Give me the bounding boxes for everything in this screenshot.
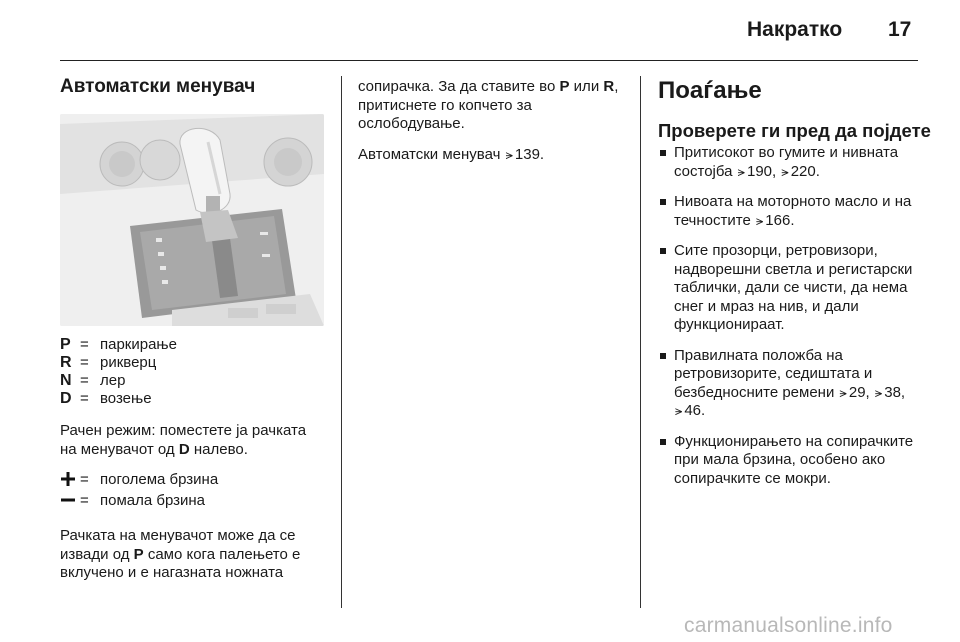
gear-key: R <box>60 354 72 371</box>
list-item <box>658 193 928 230</box>
item-text: Притисокот во гумите и нивната состојба <box>674 144 899 180</box>
gear-meaning: помала брзина <box>100 492 206 509</box>
page-ref-icon: ⪫ <box>505 146 513 162</box>
header-title: Накратко <box>747 18 843 41</box>
gear-shift-list <box>60 471 326 513</box>
gear-positions-list <box>60 336 326 408</box>
item-text: Сите прозорци, ретровизори, надворешни светла и регистарски таблички, дали се чисти, да нема снег и мраз на нив, и дали функционираат. <box>674 242 913 333</box>
gear-key: D <box>178 440 190 458</box>
list-item <box>658 144 928 181</box>
page-ref-icon: ⪫ <box>755 212 764 228</box>
header-rule <box>60 60 918 61</box>
bullet-square-icon <box>660 199 666 205</box>
page-ref-icon: ⪫ <box>874 384 883 400</box>
page-ref-icon: ⪫ <box>737 163 745 179</box>
page-ref[interactable]: 46. <box>684 402 706 419</box>
column-right <box>658 77 931 500</box>
gear-key: P <box>60 336 71 353</box>
page-ref[interactable]: 166. <box>765 211 795 229</box>
text-span: , притиснете го копчето за ослободување. <box>358 78 619 132</box>
gear-key: D <box>60 390 72 407</box>
equals-sign: = <box>80 390 89 407</box>
equals-sign: = <box>80 492 89 509</box>
section-title: Автоматски менувач <box>60 76 256 97</box>
gear-key: P <box>133 545 144 563</box>
definition-row <box>60 390 326 408</box>
page-ref[interactable]: 29, <box>848 383 870 401</box>
definition-row <box>60 372 326 390</box>
equals-sign: = <box>80 471 89 488</box>
column-divider-1 <box>341 76 342 608</box>
gear-meaning: паркирање <box>100 336 177 353</box>
item-text: Правилната положба на ретровизорите, седиштата и безбедносните ремени <box>674 346 873 401</box>
gear-key: P <box>559 78 570 95</box>
cross-reference[interactable] <box>358 146 624 165</box>
subsection-heading: Проверете ги пред да појдете <box>658 120 931 141</box>
xref-page: 139. <box>514 145 545 163</box>
gear-lever-drawing <box>60 114 324 326</box>
page-ref-icon: ⪫ <box>675 403 683 418</box>
page-ref-icon: ⪫ <box>781 163 789 179</box>
definition-row <box>60 492 326 513</box>
item-text: Функционирањето на сопирачките при мала брзина, особено ако сопирачките се мокри. <box>674 432 914 487</box>
gear-meaning: рикверц <box>100 354 157 371</box>
bullet-square-icon <box>660 353 666 359</box>
item-text: Нивоата на моторното масло и на течностите <box>674 193 912 229</box>
bullet-square-icon <box>660 150 666 156</box>
gear-key: N <box>60 372 72 389</box>
page-ref[interactable]: 190, <box>747 162 777 180</box>
gear-lever-illustration <box>60 114 324 326</box>
list-item <box>658 347 928 421</box>
gear-meaning: поголема брзина <box>100 471 219 488</box>
definition-row <box>60 471 326 492</box>
gear-meaning: возење <box>100 390 152 407</box>
minus-icon-wrap <box>60 492 80 513</box>
plus-icon <box>60 471 76 487</box>
column-middle <box>358 78 624 164</box>
gear-meaning: лер <box>100 372 126 389</box>
page-header <box>0 0 960 62</box>
equals-sign: = <box>80 336 89 353</box>
text-span: или <box>569 78 604 95</box>
minus-icon <box>60 492 76 508</box>
lever-removal-paragraph <box>60 527 326 583</box>
definition-row <box>60 336 326 354</box>
brake-paragraph <box>358 78 624 134</box>
text-span: Рачката на менувачот може да се извади од <box>60 527 296 563</box>
bullet-square-icon <box>660 439 666 445</box>
equals-sign: = <box>80 354 89 371</box>
text-span: налево. <box>189 440 248 458</box>
page-number: 17 <box>888 18 912 41</box>
manual-mode-paragraph <box>60 422 326 459</box>
page-ref[interactable]: 220. <box>790 162 820 180</box>
column-left <box>60 70 326 583</box>
text-span: Рачен режим: поместете ја рачката на менувачот од <box>60 422 307 458</box>
bullet-square-icon <box>660 248 666 254</box>
gear-key: R <box>603 78 615 95</box>
list-item <box>658 242 928 335</box>
page-ref-icon: ⪫ <box>839 384 847 400</box>
text-span: сопирачка. За да ставите во <box>358 78 560 95</box>
watermark: carmanualsonline.info <box>684 614 893 637</box>
text-span: само кога палењето е вклучено и е нагазната ножната <box>60 545 301 581</box>
definition-row <box>60 354 326 372</box>
page-ref[interactable]: 38, <box>884 383 906 401</box>
equals-sign: = <box>80 372 89 389</box>
checklist <box>658 144 928 488</box>
xref-label: Автоматски менувач <box>358 145 505 163</box>
plus-icon-wrap <box>60 471 80 492</box>
column-divider-2 <box>640 76 641 608</box>
list-item <box>658 433 928 489</box>
section-heading: Поаѓање <box>658 77 762 104</box>
